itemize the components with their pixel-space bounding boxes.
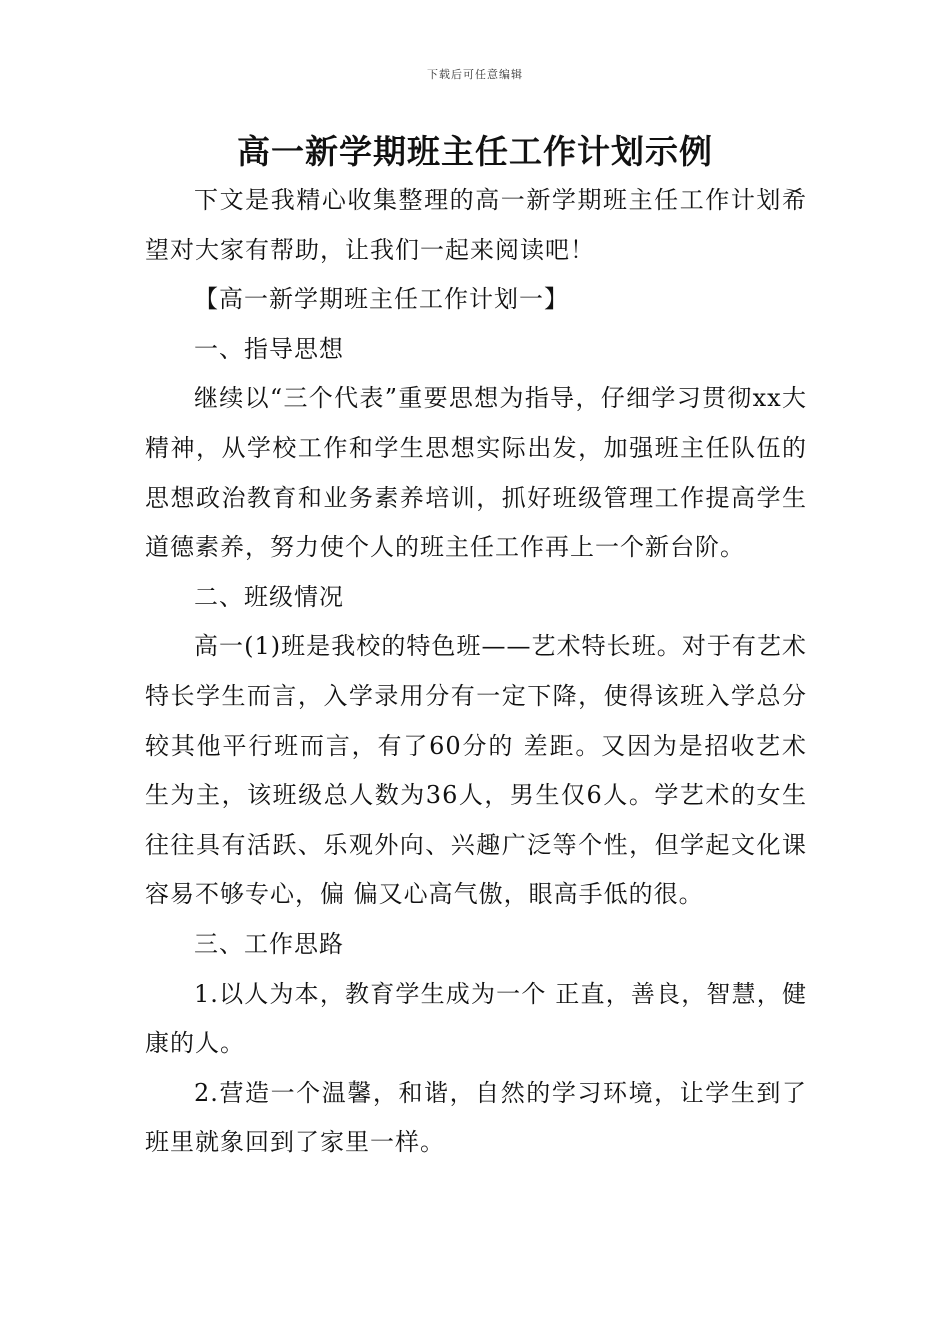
section-heading-class-situation: 二、班级情况 — [194, 582, 344, 611]
intro-paragraph: 下文是我精心收集整理的高一新学期班主任工作计划希望对大家有帮助，让我们一起来阅读吧！ — [145, 186, 807, 264]
plan-section-heading: 【高一新学期班主任工作计划一】 — [194, 285, 569, 314]
section-heading-guiding-thought: 一、指导思想 — [194, 334, 344, 363]
guiding-thought-paragraph: 继续以“三个代表”重要思想为指导，仔细学习贯彻xx大精神，从学校工作和学生思想实际出发，加强班主任队伍的思想政治教育和业务素养培训，抓好班级管理工作提高学生道德素养，努力使个人的班主任工作再上一个新台阶。 — [145, 384, 807, 562]
page-header-note: 下载后可任意编辑 — [427, 68, 523, 81]
work-approach-item-2: 2.营造一个温馨，和谐，自然的学习环境，让学生到了班里就象回到了家里一样。 — [145, 1078, 807, 1157]
document-title: 高一新学期班主任工作计划示例 — [237, 132, 713, 171]
section-heading-work-approach: 三、工作思路 — [194, 929, 344, 958]
document-body — [145, 176, 807, 1168]
work-approach-item-1: 1.以人为本，教育学生成为一个 正直，善良，智慧，健康的人。 — [145, 979, 807, 1058]
class-situation-paragraph: 高一(1)班是我校的特色班——艺术特长班。对于有艺术特长学生而言，入学录用分有一定下降，使得该班入学总分较其他平行班而言，有了60分的 差距。又因为是招收艺术生为主，该班级总人数为36人，男生仅6人。学艺术的女生往往具有活跃、乐观外向、兴趣广泛等个性，但学起文化课容易不够专心，偏 偏又心高气傲，眼高手低的很。 — [145, 632, 807, 909]
